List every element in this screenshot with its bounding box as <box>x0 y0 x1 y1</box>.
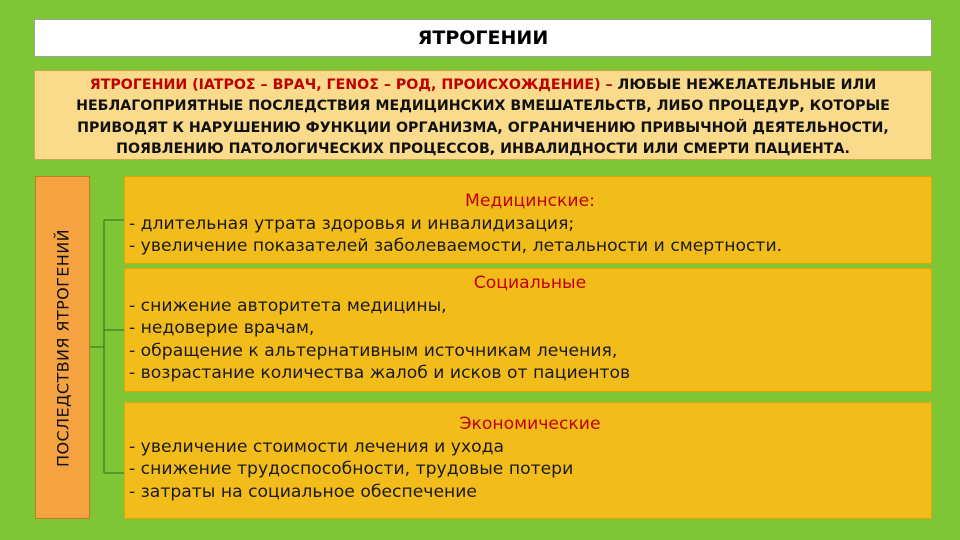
list-item: - обращение к альтернативным источникам лечения, <box>129 340 618 361</box>
list-item: - снижение трудоспособности, трудовые потери <box>129 459 574 479</box>
social-heading: Социальные <box>473 273 587 293</box>
list-item: - затраты на социальное обеспечение <box>129 481 478 502</box>
list-item: - увеличение показателей заболеваемости, летальности и смертности. <box>129 236 783 256</box>
medical-consequences-box <box>124 176 932 264</box>
slide-title: ЯТРОГЕНИИ <box>34 19 932 57</box>
definition-box <box>34 70 932 160</box>
list-item: - возрастание количества жалоб и исков от пациентов <box>129 363 631 383</box>
social-consequences-box <box>124 268 932 392</box>
consequences-side-label <box>35 176 90 519</box>
list-item: - длительная утрата здоровья и инвалидизация; <box>129 213 575 234</box>
list-item: - снижение авторитета медицины, <box>129 295 447 316</box>
economic-consequences-box <box>124 402 932 519</box>
side-label-text: ПОСЛЕДСТВИЯ ЯТРОГЕНИЙ <box>53 228 72 467</box>
definition-term: ЯТРОГЕНИИ (IATPOΣ – ВРАЧ, ГЕNOΣ – РОД, ПРОИСХОЖДЕНИЕ) – <box>89 77 613 93</box>
economic-heading: Экономические <box>459 414 601 434</box>
list-item: - увеличение стоимости лечения и ухода <box>129 436 505 457</box>
definition-text: ЛЮБЫЕ НЕЖЕЛАТЕЛЬНЫЕ ИЛИ НЕБЛАГОПРИЯТНЫЕ ПОСЛЕДСТВИЯ МЕДИЦИНСКИХ ВМЕШАТЕЛЬСТВ, ЛИБО ПРОЦЕДУР, КОТОРЫЕ ПРИВОДЯТ К НАРУШЕНИЮ ФУНКЦИИ ОРГАНИЗМА, ОГРАНИЧЕНИЮ ПРИВЫЧНОЙ ДЕЯТЕЛЬНОСТИ, ПОЯВЛЕНИЮ ПАТОЛОГИЧЕСКИХ ПРОЦЕССОВ, ИНВАЛИДНОСТИ ИЛИ СМЕРТИ ПАЦИЕНТА. <box>76 77 890 157</box>
list-item: - недоверие врачам, <box>129 318 315 338</box>
medical-heading: Медицинские: <box>465 191 595 211</box>
